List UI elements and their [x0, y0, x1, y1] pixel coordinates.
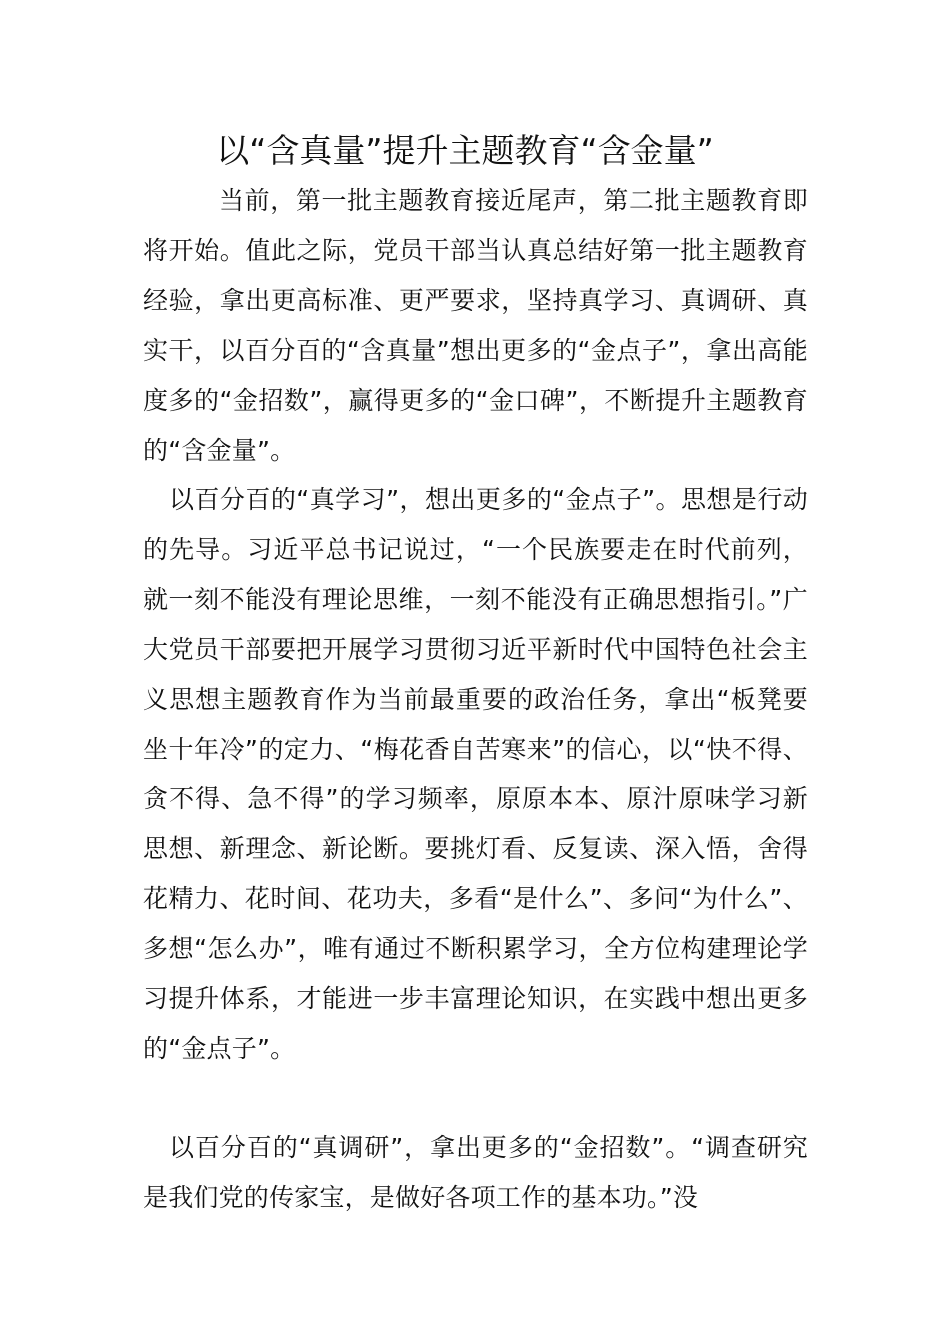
paragraph-true-study: 以百分百的“真学习”，想出更多的“金点子”。思想是行动的先导。习近平总书记说过，“一个民族要走在时代前列，就一刻不能没有理论思维，一刻不能没有正确思想指引。”广大党员干部要把开展学习贯彻习近平新时代中国特色社会主义思想主题教育作为当前最重要的政治任务，拿出“板凳要坐十年冷”的定力、“梅花香自苦寒来”的信心，以“快不得、贪不得、急不得”的学习频率，原原本本、原汁原味学习新思想、新理念、新论断。要挑灯看、反复读、深入悟，舍得花精力、花时间、花功夫，多看“是什么”、多问“为什么”、多想“怎么办”，唯有通过不断积累学习，全方位构建理论学习提升体系，才能进一步丰富理论知识，在实践中想出更多的“金点子”。: [143, 485, 808, 1063]
paragraph-intro: 当前，第一批主题教育接近尾声，第二批主题教育即将开始。值此之际，党员干部当认真总结好第一批主题教育经验，拿出更高标准、更严要求，坚持真学习、真调研、真实干，以百分百的“含真量”想出更多的“金点子”，拿出高能度多的“金招数”，赢得更多的“金口碑”，不断提升主题教育的“含金量”。: [143, 186, 808, 465]
paragraph-true-research: 以百分百的“真调研”，拿出更多的“金招数”。“调查研究是我们党的传家宝，是做好各项工作的基本功。”没: [143, 1133, 808, 1212]
document-title: 以“含真量”提升主题教育“含金量”: [216, 131, 714, 170]
